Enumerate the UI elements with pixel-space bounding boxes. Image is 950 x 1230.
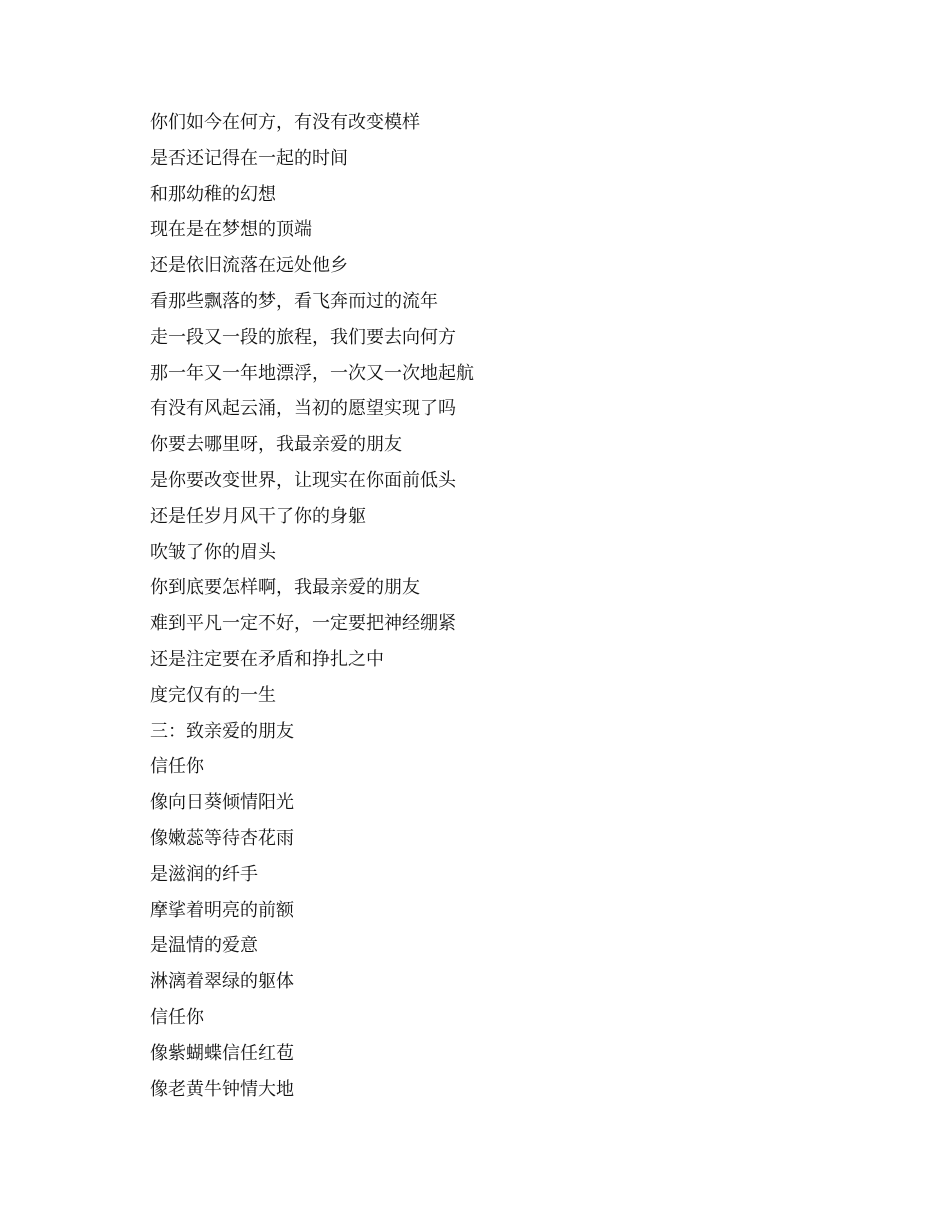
text-line: 信任你 bbox=[150, 1006, 204, 1028]
text-line: 难到平凡一定不好，一定要把神经绷紧 bbox=[150, 613, 456, 635]
text-line: 还是注定要在矛盾和挣扎之中 bbox=[150, 648, 384, 670]
text-line: 那一年又一年地漂浮，一次又一次地起航 bbox=[150, 362, 474, 384]
section-heading: 三：致亲爱的朋友 bbox=[150, 720, 294, 742]
text-line: 你到底要怎样啊，我最亲爱的朋友 bbox=[150, 577, 420, 599]
text-line: 你们如今在何方，有没有改变模样 bbox=[150, 112, 420, 133]
poem-text bbox=[150, 105, 850, 1107]
text-line: 像紫蝴蝶信任红苞 bbox=[150, 1042, 294, 1064]
text-line: 现在是在梦想的顶端 bbox=[150, 219, 312, 241]
text-line: 和那幼稚的幻想 bbox=[150, 183, 276, 205]
text-line: 是温情的爱意 bbox=[150, 935, 258, 957]
text-line: 淋漓着翠绿的躯体 bbox=[150, 971, 294, 993]
text-line: 还是依旧流落在远处他乡 bbox=[150, 255, 348, 277]
text-line: 看那些飘落的梦，看飞奔而过的流年 bbox=[150, 290, 438, 312]
text-line: 你要去哪里呀，我最亲爱的朋友 bbox=[150, 434, 402, 456]
text-line: 吹皱了你的眉头 bbox=[150, 541, 276, 563]
text-line: 是你要改变世界，让现实在你面前低头 bbox=[150, 469, 456, 491]
text-line: 走一段又一段的旅程，我们要去向何方 bbox=[150, 326, 456, 348]
text-line: 是否还记得在一起的时间 bbox=[150, 147, 348, 169]
text-line: 有没有风起云涌，当初的愿望实现了吗 bbox=[150, 398, 456, 420]
text-line: 还是任岁月风干了你的身躯 bbox=[150, 505, 366, 527]
text-line: 像老黄牛钟情大地 bbox=[150, 1078, 294, 1100]
text-line: 像向日葵倾情阳光 bbox=[150, 792, 294, 814]
text-line: 摩挲着明亮的前额 bbox=[150, 899, 294, 921]
text-line: 信任你 bbox=[150, 756, 204, 778]
text-line: 度完仅有的一生 bbox=[150, 684, 276, 706]
text-line: 像嫩蕊等待杏花雨 bbox=[150, 827, 294, 849]
text-line: 是滋润的纤手 bbox=[150, 863, 258, 885]
